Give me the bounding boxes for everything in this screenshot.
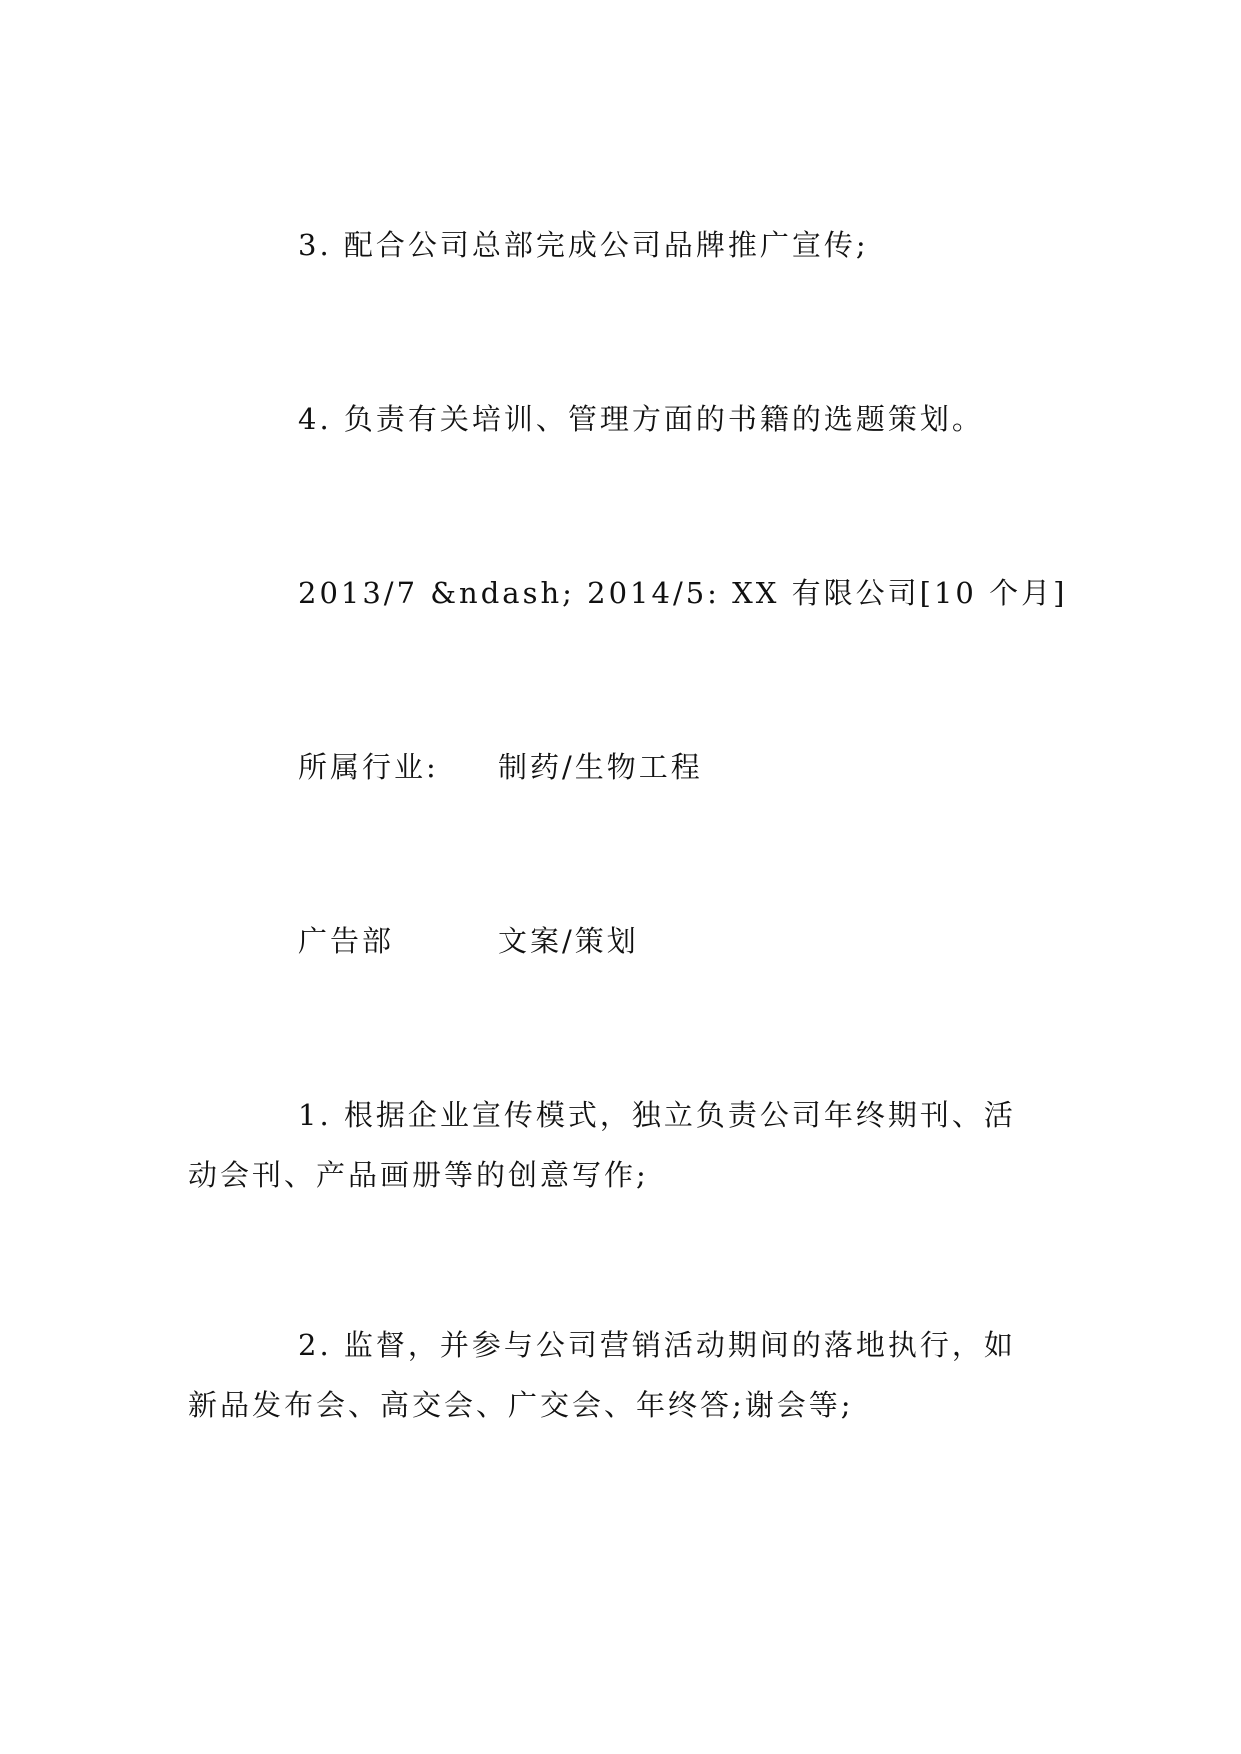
department-label: 广告部 <box>298 924 395 958</box>
paragraph-duty-1-line-2: 动会刊、产品画册等的创意写作; <box>188 1158 649 1192</box>
industry-value: 制药/生物工程 <box>498 750 703 784</box>
paragraph-brand-promotion: 3. 配合公司总部完成公司品牌推广宣传; <box>298 228 869 262</box>
industry-label: 所属行业: <box>298 750 439 784</box>
paragraph-duty-2-line-1: 2. 监督，并参与公司营销活动期间的落地执行，如 <box>298 1328 1016 1362</box>
position-value: 文案/策划 <box>498 924 639 958</box>
paragraph-book-planning: 4. 负责有关培训、管理方面的书籍的选题策划。 <box>298 402 984 436</box>
industry-line <box>298 750 703 784</box>
paragraph-duty-1-line-1: 1. 根据企业宣传模式，独立负责公司年终期刊、活 <box>298 1098 1016 1132</box>
department-line <box>298 924 639 958</box>
paragraph-duty-2-line-2: 新品发布会、高交会、广交会、年终答;谢会等; <box>188 1388 854 1422</box>
employment-period-line: 2013/7 &ndash; 2014/5: XX 有限公司[10 个月] <box>298 576 1068 610</box>
